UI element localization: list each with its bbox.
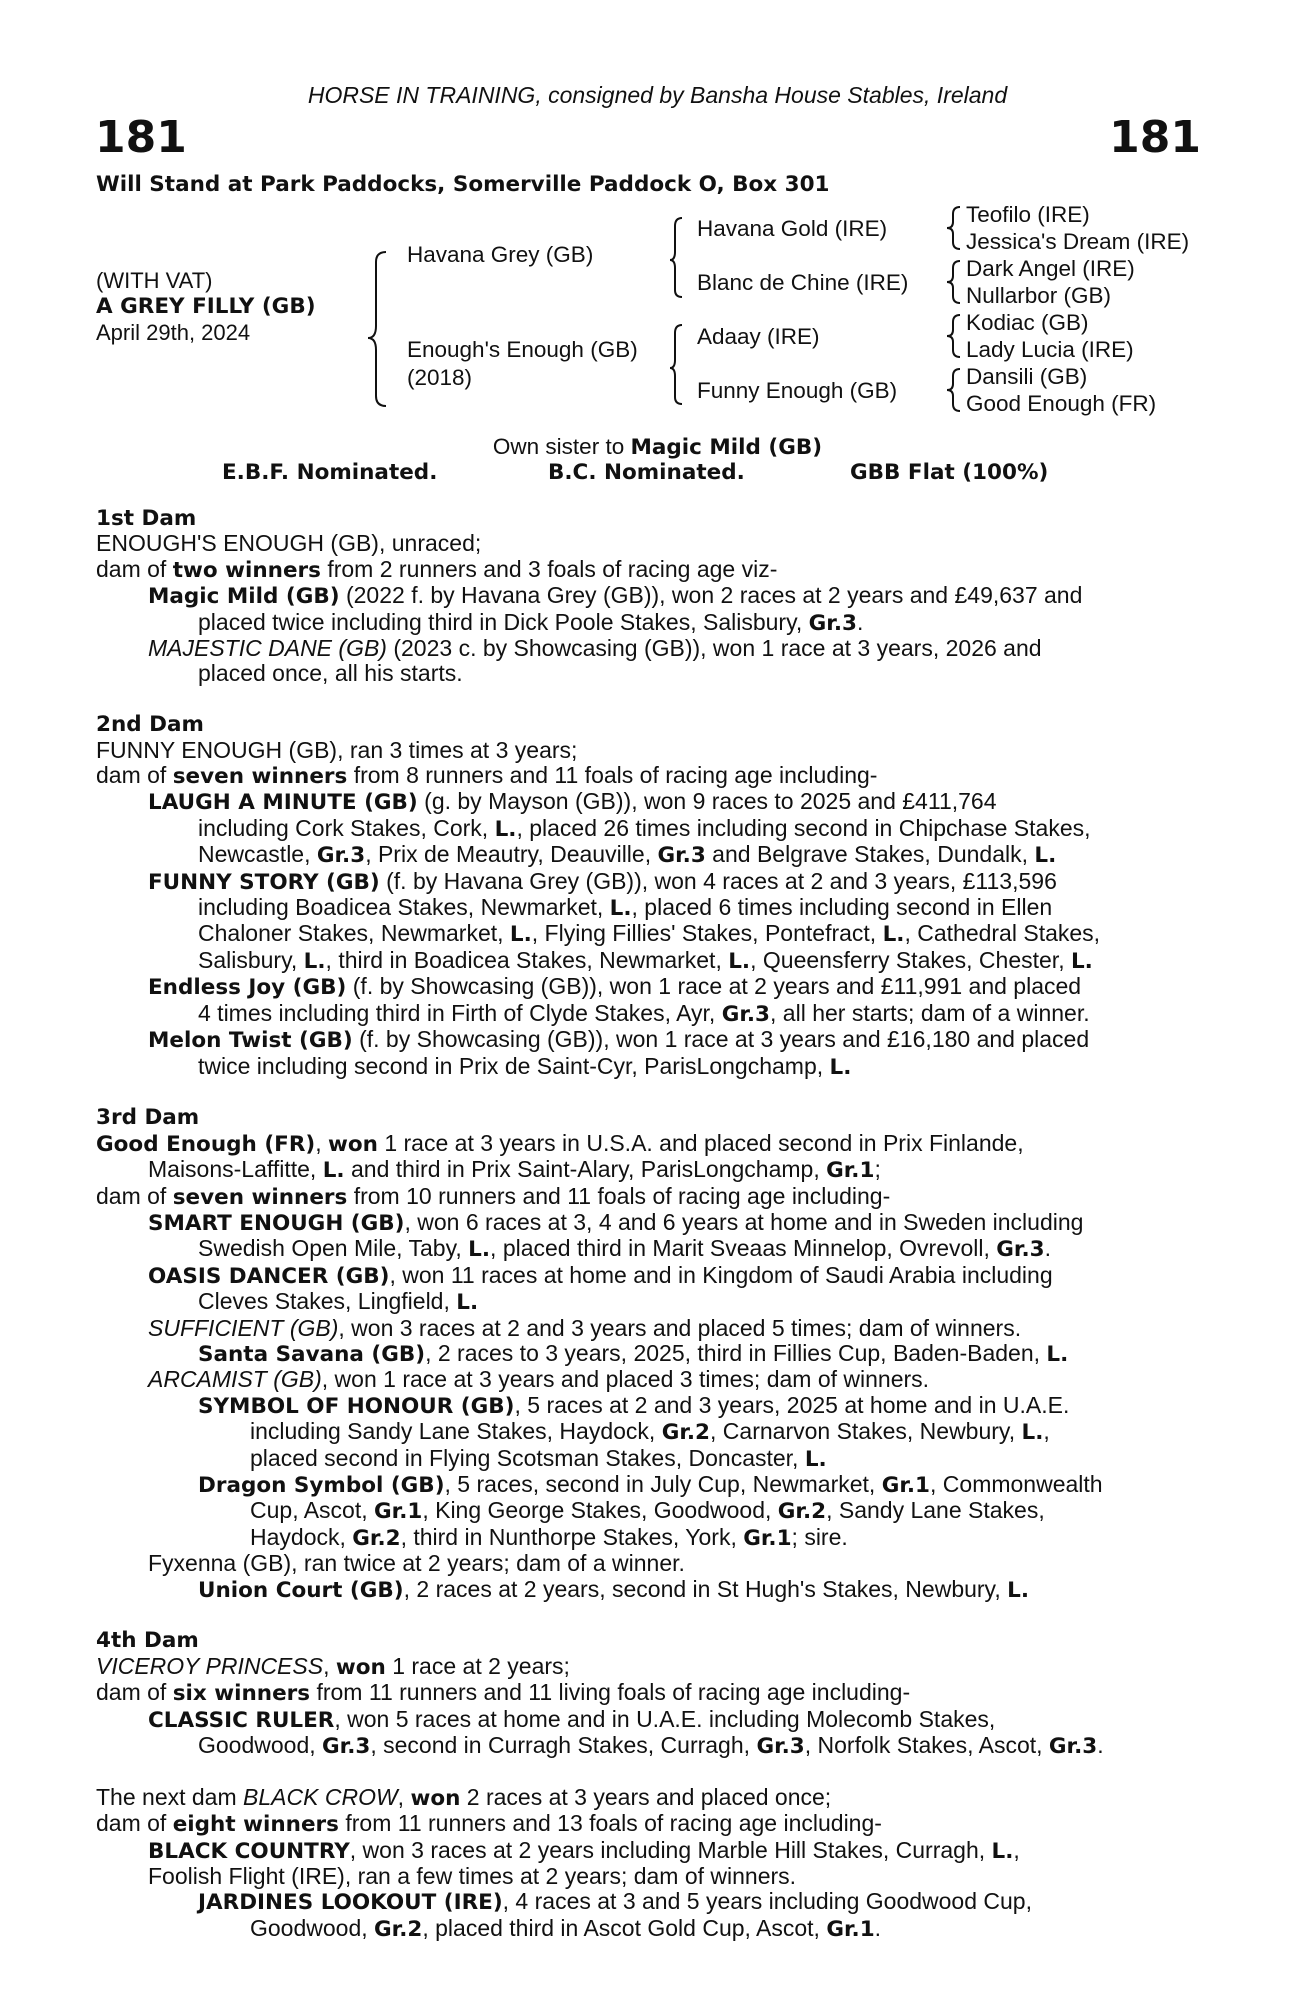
- bold-text: L.: [728, 948, 751, 974]
- bold-text: L.: [456, 1290, 479, 1316]
- text-line: [96, 1263, 1202, 1289]
- pedigree-sire: Havana Grey (GB): [407, 242, 594, 267]
- section-gap: [96, 1080, 1202, 1105]
- text-segment: ,: [315, 1129, 328, 1156]
- vat-note: (WITH VAT): [96, 268, 213, 293]
- pedigree-dam: Enough's Enough (GB): [407, 337, 638, 362]
- text-line: [96, 1367, 1202, 1392]
- bold-text: L.: [509, 922, 532, 948]
- text-segment: including Boadicea Stakes, Newmarket,: [198, 894, 610, 921]
- text-segment: and third in Prix Saint-Alary, ParisLongchamp,: [344, 1156, 827, 1183]
- text-line: [96, 1733, 1202, 1759]
- text-segment: 4 times including third in Firth of Clyde Stakes, Ayr,: [198, 999, 722, 1026]
- text-segment: , 2 races to 3 years, 2025, third in Fillies Cup, Baden-Baden,: [425, 1339, 1047, 1366]
- bold-text: Gr.2: [374, 1916, 423, 1942]
- bold-text: Gr.1: [881, 1473, 931, 1498]
- italic-text: VICEROY PRINCESS: [96, 1652, 324, 1679]
- text-line: [96, 1446, 1202, 1472]
- bold-text: BLACK COUNTRY: [148, 1838, 350, 1864]
- text-line: [96, 1551, 1202, 1576]
- text-segment: .: [1044, 1235, 1051, 1262]
- lot-number-left: 181: [95, 112, 187, 163]
- bold-text: JARDINES LOOKOUT (IRE): [198, 1890, 503, 1916]
- text-line: [96, 1054, 1202, 1080]
- text-segment: ,: [1043, 1418, 1050, 1445]
- pedigree-sdd: Nullarbor (GB): [966, 283, 1112, 308]
- bold-text: Gr.3: [756, 1734, 805, 1760]
- bold-text: won: [328, 1131, 378, 1157]
- lot-number-right: 181: [1109, 112, 1201, 163]
- dam-heading: [96, 506, 1202, 531]
- text-segment: , Queensferry Stakes, Chester,: [750, 946, 1071, 973]
- bold-text: Gr.3: [996, 1237, 1045, 1263]
- text-segment: 1st Dam: [96, 506, 197, 531]
- text-segment: 2 races at 3 years and placed once;: [460, 1783, 832, 1810]
- text-segment: ,: [397, 1783, 411, 1810]
- text-line: [96, 661, 1202, 686]
- text-segment: placed twice including third in Dick Poole Stakes, Salisbury,: [198, 608, 809, 635]
- italic-text: ARCAMIST (GB): [148, 1366, 322, 1393]
- text-segment: , King George Stakes, Goodwood,: [422, 1497, 778, 1524]
- bold-text: Endless Joy (GB): [148, 975, 347, 1001]
- text-line: [96, 1654, 1202, 1680]
- text-line: [96, 610, 1202, 636]
- text-segment: , won 3 races at 2 years including Marble Hill Stakes, Curragh,: [349, 1836, 992, 1863]
- text-segment: 4th Dam: [96, 1628, 199, 1654]
- text-segment: , Cathedral Stakes,: [904, 920, 1101, 947]
- text-segment: Salisbury,: [198, 946, 304, 973]
- text-line: [96, 763, 1202, 789]
- text-segment: (f. by Havana Grey (GB)), won 4 races at 2 and 3 years, £113,596: [379, 867, 1057, 894]
- text-line: [96, 738, 1202, 763]
- text-segment: , won 5 races at home and in U.A.E. including Molecomb Stakes,: [334, 1705, 996, 1732]
- text-segment: ,: [323, 1652, 336, 1679]
- bold-text: Gr.3: [322, 1734, 371, 1760]
- ebf-nomination: E.B.F. Nominated.: [222, 460, 438, 485]
- italic-text: SUFFICIENT (GB): [148, 1314, 339, 1341]
- pedigree-dss: Kodiac (GB): [966, 310, 1089, 335]
- text-segment: from 10 runners and 11 foals of racing age including-: [347, 1182, 891, 1209]
- text-segment: ;: [874, 1156, 881, 1183]
- bold-text: L.: [494, 816, 517, 842]
- own-sister-line: [0, 434, 1315, 460]
- text-segment: , 4 races at 3 and 5 years including Goodwood Cup,: [502, 1888, 1032, 1915]
- text-line: [96, 1707, 1202, 1733]
- section-gap: [96, 687, 1202, 712]
- text-segment: , third in Boadicea Stakes, Newmarket,: [325, 946, 729, 973]
- own-sister-name: Magic Mild (GB): [630, 435, 823, 460]
- text-segment: from 8 runners and 11 foals of racing age including-: [347, 762, 878, 789]
- text-segment: from 11 runners and 13 foals of racing age including-: [338, 1810, 882, 1837]
- pedigree-dsd: Lady Lucia (IRE): [966, 337, 1134, 362]
- bold-text: seven winners: [172, 1184, 348, 1210]
- text-segment: (f. by Showcasing (GB)), won 1 race at 2 years and £11,991 and placed: [346, 973, 1082, 1000]
- text-segment: , placed third in Ascot Gold Cup, Ascot,: [422, 1914, 827, 1941]
- bold-text: SMART ENOUGH (GB): [148, 1210, 405, 1236]
- catalogue-body: [96, 506, 1202, 1942]
- gbb-flat: GBB Flat (100%): [850, 460, 1049, 485]
- bold-text: won: [410, 1785, 461, 1811]
- text-segment: including Cork Stakes, Cork,: [198, 814, 495, 841]
- text-line: [96, 895, 1202, 921]
- text-segment: , Commonwealth: [930, 1471, 1103, 1497]
- text-segment: Cup, Ascot,: [250, 1497, 375, 1524]
- text-segment: from 11 runners and 11 living foals of racing age including-: [310, 1679, 911, 1706]
- text-line: [96, 974, 1202, 1000]
- text-segment: Chaloner Stakes, Newmarket,: [198, 920, 510, 947]
- text-segment: , won 1 race at 3 years and placed 3 times; dam of winners.: [321, 1366, 930, 1393]
- bold-text: L.: [322, 1158, 345, 1184]
- text-line: [96, 869, 1202, 895]
- bold-text: OASIS DANCER (GB): [148, 1263, 390, 1289]
- bold-text: Gr.1: [826, 1158, 875, 1184]
- pedigree-dds: Dansili (GB): [966, 364, 1088, 389]
- text-line: [96, 557, 1202, 583]
- bold-text: eight winners: [172, 1812, 339, 1838]
- dam-heading: [96, 712, 1202, 737]
- text-line: [96, 1184, 1202, 1210]
- text-segment: (2023 c. by Showcasing (GB)), won 1 race at 3 years, 2026 and: [386, 635, 1042, 662]
- text-line: [96, 1838, 1202, 1864]
- bold-text: Gr.2: [352, 1525, 401, 1551]
- pedigree-ddd: Good Enough (FR): [966, 391, 1157, 416]
- text-line: [96, 1811, 1202, 1837]
- text-segment: ENOUGH'S ENOUGH (GB), unraced;: [96, 530, 482, 557]
- italic-text: MAJESTIC DANE (GB): [148, 635, 387, 662]
- bold-text: L.: [1021, 1420, 1044, 1446]
- italic-text: BLACK CROW: [243, 1783, 398, 1810]
- text-line: [96, 1419, 1202, 1445]
- bold-text: Santa Savana (GB): [198, 1341, 426, 1367]
- text-segment: , Norfolk Stakes, Ascot,: [804, 1732, 1049, 1759]
- text-line: [96, 531, 1202, 556]
- text-segment: dam of: [96, 1679, 173, 1706]
- bold-text: L.: [1046, 1341, 1069, 1367]
- text-segment: FUNNY ENOUGH (GB), ran 3 times at 3 years;: [96, 736, 578, 763]
- bold-text: Gr.3: [721, 1001, 771, 1027]
- text-line: [96, 1680, 1202, 1706]
- pedigree-sds: Dark Angel (IRE): [966, 256, 1135, 281]
- bold-text: Union Court (GB): [198, 1577, 404, 1603]
- text-segment: .: [874, 1914, 882, 1941]
- bold-text: Gr.2: [661, 1420, 711, 1446]
- bold-text: LAUGH A MINUTE (GB): [148, 790, 418, 816]
- bold-text: Melon Twist (GB): [148, 1028, 353, 1054]
- text-line: [96, 1916, 1202, 1942]
- bold-text: FUNNY STORY (GB): [148, 869, 380, 895]
- text-segment: , won 6 races at 3, 4 and 6 years at home and in Sweden including: [404, 1208, 1084, 1235]
- bold-text: L.: [1007, 1577, 1030, 1603]
- text-line: [96, 1157, 1202, 1183]
- text-segment: , won 3 races at 2 and 3 years and placed 5 times; dam of winners.: [338, 1314, 1022, 1341]
- section-gap: [96, 1759, 1202, 1784]
- dam-heading: [96, 1628, 1202, 1653]
- bold-text: Gr.2: [777, 1499, 827, 1525]
- text-line: [96, 1577, 1202, 1603]
- text-line: [96, 1864, 1202, 1889]
- text-segment: .: [1097, 1732, 1104, 1759]
- bold-text: Gr.1: [826, 1916, 875, 1942]
- text-segment: placed once, all his starts.: [198, 660, 463, 687]
- text-line: [96, 636, 1202, 661]
- bold-text: Gr.3: [808, 610, 857, 636]
- text-segment: including Sandy Lane Stakes, Haydock,: [250, 1418, 662, 1445]
- text-line: [96, 921, 1202, 947]
- text-line: [96, 842, 1202, 868]
- text-segment: , 5 races at 2 and 3 years, 2025 at home and in U.A.E.: [514, 1391, 1070, 1418]
- text-segment: Cleves Stakes, Lingfield,: [198, 1288, 457, 1315]
- bold-text: L.: [1034, 843, 1057, 869]
- bold-text: Gr.3: [316, 843, 366, 869]
- bc-nomination: B.C. Nominated.: [548, 460, 745, 485]
- bold-text: Gr.3: [1048, 1734, 1098, 1760]
- bold-text: L.: [468, 1237, 491, 1263]
- pedigree-sire-dam: Blanc de Chine (IRE): [697, 270, 909, 295]
- text-segment: Foolish Flight (IRE), ran a few times at 2 years; dam of winners.: [148, 1863, 797, 1890]
- text-segment: ,: [1013, 1836, 1020, 1863]
- text-segment: 1 race at 2 years;: [385, 1652, 570, 1679]
- text-segment: , won 11 races at home and in Kingdom of Saudi Arabia including: [389, 1261, 1053, 1288]
- text-segment: (2022 f. by Havana Grey (GB)), won 2 races at 2 years and £49,637 and: [339, 582, 1083, 609]
- text-segment: Goodwood,: [198, 1732, 323, 1759]
- pedigree-dam-dam: Funny Enough (GB): [697, 378, 898, 403]
- text-segment: and Belgrave Stakes, Dundalk,: [705, 841, 1035, 868]
- bold-text: two winners: [172, 557, 321, 583]
- text-segment: , Carnarvon Stakes, Newbury,: [710, 1418, 1022, 1445]
- bold-text: CLASSIC RULER: [148, 1707, 335, 1733]
- text-line: [96, 1341, 1202, 1367]
- pedigree-sss: Teofilo (IRE): [966, 202, 1090, 227]
- text-segment: from 2 runners and 3 foals of racing age viz-: [320, 555, 778, 582]
- text-segment: dam of: [96, 1810, 173, 1837]
- stable-location: Will Stand at Park Paddocks, Somerville Paddock O, Box 301: [96, 172, 830, 197]
- bold-text: L.: [882, 922, 905, 948]
- text-segment: Goodwood,: [250, 1914, 375, 1941]
- foaling-date: April 29th, 2024: [96, 320, 251, 345]
- text-segment: , second in Curragh Stakes, Curragh,: [370, 1732, 757, 1759]
- text-segment: , Prix de Meautry, Deauville,: [365, 841, 658, 868]
- bold-text: Gr.1: [374, 1499, 423, 1525]
- bold-text: Gr.3: [657, 843, 706, 869]
- bold-text: Magic Mild (GB): [148, 584, 340, 610]
- text-segment: , placed 6 times including second in Ellen: [631, 894, 1053, 921]
- bold-text: L.: [804, 1446, 827, 1472]
- text-segment: dam of: [96, 762, 173, 789]
- text-segment: .: [856, 608, 864, 635]
- text-segment: , all her starts; dam of a winner.: [770, 999, 1090, 1026]
- pedigree-sire-sire: Havana Gold (IRE): [697, 216, 888, 241]
- text-segment: 3rd Dam: [96, 1105, 200, 1131]
- text-segment: The next dam: [96, 1783, 244, 1810]
- bold-text: Gr.1: [743, 1525, 792, 1551]
- bold-text: L.: [303, 948, 326, 974]
- bold-text: SYMBOL OF HONOUR (GB): [198, 1393, 515, 1419]
- text-line: [96, 1393, 1202, 1419]
- pedigree-ssd: Jessica's Dream (IRE): [966, 229, 1190, 254]
- bold-text: L.: [609, 896, 632, 922]
- text-line: [96, 1131, 1202, 1157]
- text-segment: dam of: [96, 1182, 173, 1209]
- text-segment: , placed 26 times including second in Chipchase Stakes,: [516, 814, 1091, 841]
- text-segment: , third in Nunthorpe Stakes, York,: [400, 1523, 744, 1550]
- horse-name: A GREY FILLY (GB): [96, 294, 316, 319]
- text-line: [96, 1027, 1202, 1053]
- text-segment: (f. by Showcasing (GB)), won 1 race at 3 years and £16,180 and placed: [352, 1026, 1090, 1053]
- bold-text: Dragon Symbol (GB): [198, 1473, 445, 1498]
- text-segment: , 5 races, second in July Cup, Newmarket,: [444, 1471, 882, 1497]
- section-gap: [96, 1603, 1202, 1628]
- text-segment: Fyxenna (GB), ran twice at 2 years; dam of a winner.: [148, 1550, 685, 1577]
- text-segment: Swedish Open Mile, Taby,: [198, 1235, 469, 1262]
- bold-text: won: [335, 1654, 386, 1680]
- text-segment: (g. by Mayson (GB)), won 9 races to 2025 and £411,764: [417, 788, 997, 815]
- bold-text: L.: [1070, 948, 1093, 974]
- consignor-line: HORSE IN TRAINING, consigned by Bansha House Stables, Ireland: [307, 82, 1008, 108]
- text-segment: Newcastle,: [198, 841, 317, 868]
- text-line: [96, 1498, 1202, 1524]
- bold-text: L.: [829, 1054, 852, 1080]
- text-line: [96, 1289, 1202, 1315]
- pedigree-dam-year: (2018): [407, 365, 473, 390]
- text-line: [96, 1210, 1202, 1236]
- text-segment: Haydock,: [250, 1523, 353, 1550]
- text-line: [96, 1316, 1202, 1341]
- text-segment: 1 race at 3 years in U.S.A. and placed second in Prix Finlande,: [377, 1129, 1024, 1156]
- text-segment: , Sandy Lane Stakes,: [826, 1497, 1045, 1524]
- text-segment: , Flying Fillies' Stakes, Pontefract,: [531, 920, 883, 947]
- bold-text: seven winners: [172, 764, 348, 790]
- text-segment: ; sire.: [791, 1523, 848, 1550]
- text-line: [96, 1525, 1202, 1551]
- text-line: [96, 1889, 1202, 1915]
- text-line: [96, 1236, 1202, 1262]
- text-segment: , 2 races at 2 years, second in St Hugh's Stakes, Newbury,: [403, 1575, 1008, 1602]
- text-line: [96, 789, 1202, 815]
- bold-text: L.: [991, 1838, 1014, 1864]
- text-segment: 2nd Dam: [96, 712, 204, 738]
- text-line: [96, 1001, 1202, 1027]
- text-line: [96, 1785, 1202, 1811]
- text-line: [96, 1472, 1202, 1498]
- bold-text: six winners: [172, 1681, 311, 1707]
- text-line: [96, 816, 1202, 842]
- text-segment: Maisons-Laffitte,: [148, 1156, 323, 1183]
- bold-text: Good Enough (FR): [96, 1131, 316, 1157]
- text-segment: , placed third in Marit Sveaas Minnelop, Ovrevoll,: [490, 1235, 997, 1262]
- text-segment: placed second in Flying Scotsman Stakes, Doncaster,: [250, 1444, 805, 1471]
- text-line: [96, 583, 1202, 609]
- text-segment: twice including second in Prix de Saint-Cyr, ParisLongchamp,: [198, 1052, 830, 1079]
- own-sister-prefix: Own sister to: [492, 434, 631, 459]
- dam-heading: [96, 1105, 1202, 1130]
- text-segment: dam of: [96, 555, 173, 582]
- text-line: [96, 948, 1202, 974]
- pedigree-dam-sire: Adaay (IRE): [697, 324, 820, 349]
